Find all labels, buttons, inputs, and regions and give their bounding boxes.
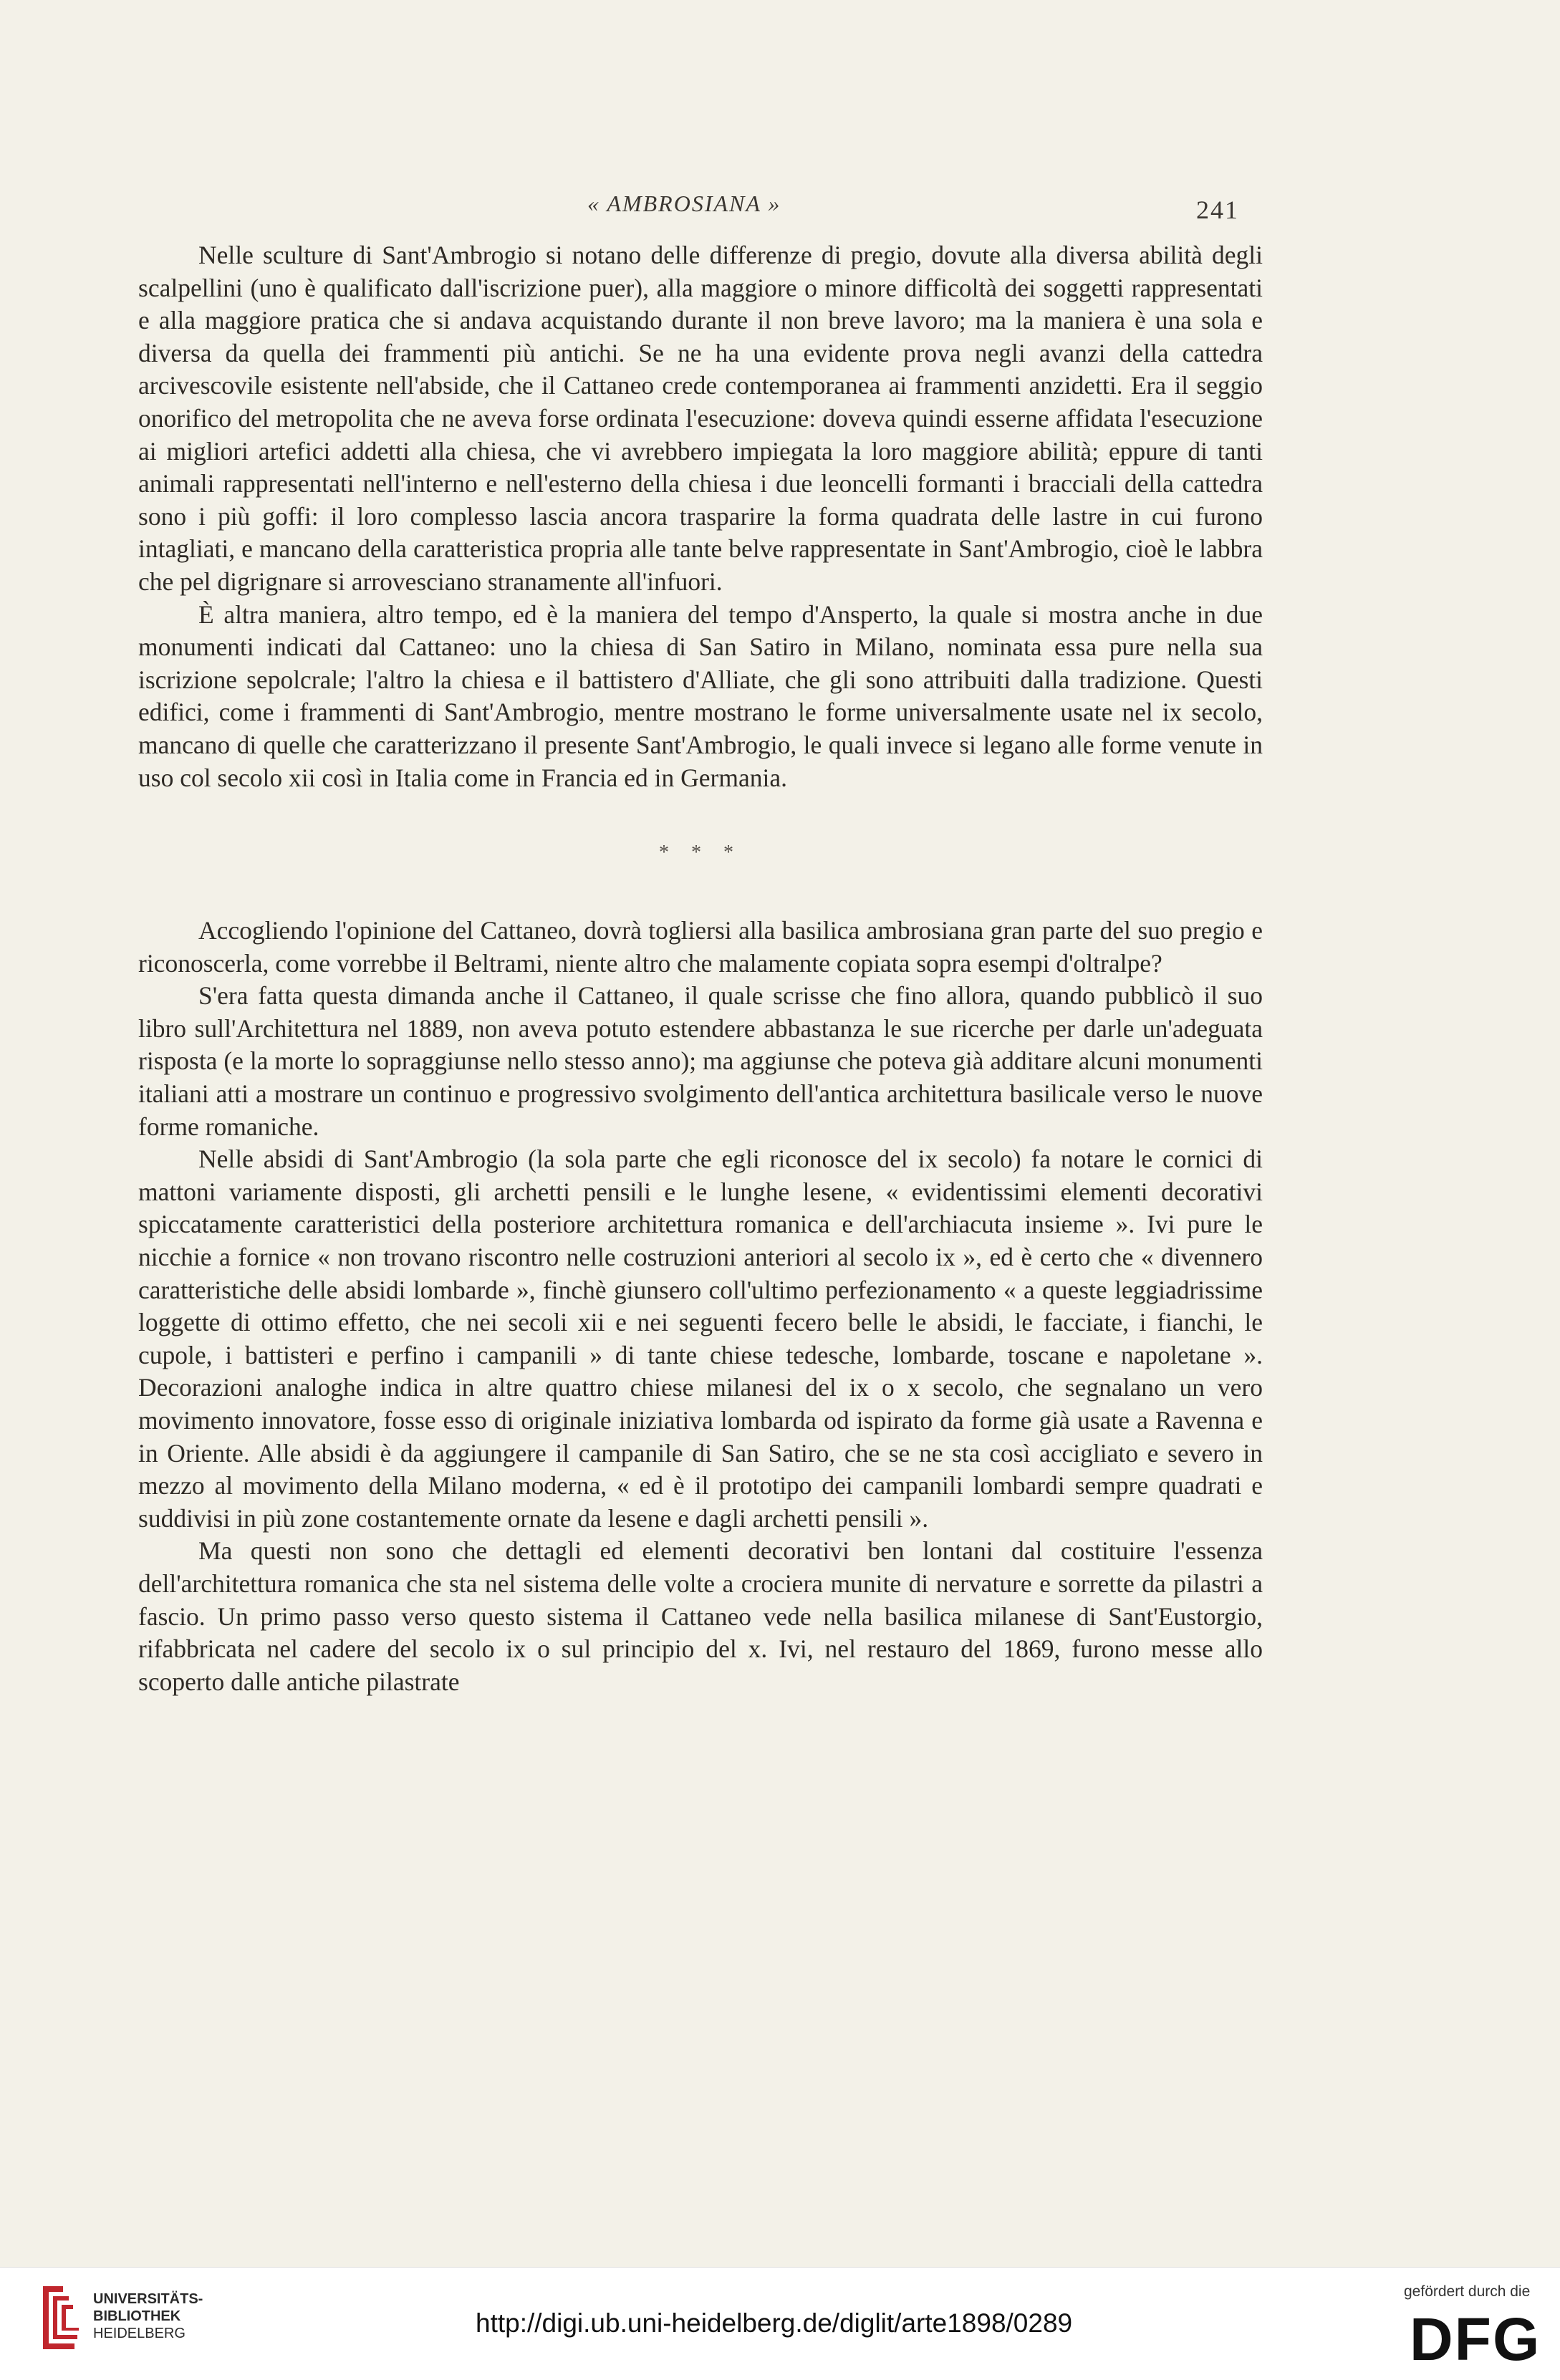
paragraph: S'era fatta questa dimanda anche il Cattaneo, il quale scrisse che fino allora, quando pubblicò il suo libro sull'Architettura nel 1889, non aveva potuto estendere abbastanza le sue ricerche per darle un'adeguata risposta (e la morte lo sopraggiunse nello stesso anno); ma aggiunse che poteva già additare alcuni monumenti italiani atti a mostrare un continuo e progressivo svolgimento dell'antica architettura basilicale verso le nuove forme romaniche. bbox=[138, 981, 1263, 1141]
library-line: BIBLIOTHEK bbox=[93, 2308, 181, 2324]
paragraph: Nelle sculture di Sant'Ambrogio si notano delle differenze di pregio, dovute alla diversa abilità degli scalpellini (uno è qualificato dall'iscrizione puer), alla maggiore o minore difficoltà dei soggetti rappresentati e alla maggiore pratica che si andava acquistando durante il non breve lavoro; ma la maniera è una sola e diversa da quella dei frammenti più antichi. Se ne ha una evidente prova negli avanzi della cattedra arcivescovile esistente nell'abside, che il Cattaneo crede contemporanea ai frammenti anzidetti. Era il seggio onorifico del metropolita che ne aveva forse ordinata l'esecuzione: doveva quindi esserne affidata l'esecuzione ai migliori artefici addetti alla chiesa, che vi avrebbero impiegata la loro maggiore abilità; eppure di tanti animali rappresentati nell'interno e nell'esterno della chiesa i due leoncelli formanti i bracciali della cattedra sono i più goffi: il loro complesso lascia ancora trasparire la forma quadrata delle lastre in cui furono intagliati, e mancano della caratteristica propria alle tante belve rappresentate in Sant'Ambrogio, cioè le labbra che pel digrignare si arrovesciano stranamente all'infuori. bbox=[138, 241, 1263, 596]
body-text bbox=[138, 239, 1263, 1698]
permalink-url[interactable]: http://digi.ub.uni-heidelberg.de/diglit/arte1898/0289 bbox=[476, 2308, 1073, 2338]
paragraph: Accogliendo l'opinione del Cattaneo, dovrà togliersi alla basilica ambrosiana gran parte del suo pregio e riconoscerla, come vorrebbe il Beltrami, niente altro che malamente copiata sopra esempi d'oltralpe? bbox=[138, 916, 1263, 978]
section-separator: * * * bbox=[659, 842, 742, 864]
library-line: HEIDELBERG bbox=[93, 2326, 186, 2341]
running-head bbox=[0, 191, 1560, 226]
footer-bar bbox=[0, 2267, 1560, 2380]
library-line: UNIVERSITÄTS- bbox=[93, 2291, 203, 2307]
paragraph: È altra maniera, altro tempo, ed è la maniera del tempo d'Ansperto, la quale si mostra anche in due monumenti indicati dal Cattaneo: uno la chiesa di San Satiro in Milano, nominata essa pure nella sua iscrizione sepolcrale; l'altro la chiesa e il battistero d'Alliate, che gli sono attribuiti dalla tradizione. Questi edifici, come i frammenti di Sant'Ambrogio, mentre mostrano le forme universalmente usate nel ix secolo, mancano di quelle che caratterizzano il presente Sant'Ambrogio, le quali invece si legano alle forme venute in uso col secolo xii così in Italia come in Francia ed in Germania. bbox=[138, 599, 1263, 792]
funding-note: gefördert durch die bbox=[1404, 2283, 1531, 2300]
paragraph: Nelle absidi di Sant'Ambrogio (la sola parte che egli riconosce del ix secolo) fa notare le cornici di mattoni variamente disposti, gli archetti pensili e le lunghe lesene, « evidentissimi elementi decorativi spiccatamente caratteristici della posteriore architettura romanica e dell'archiacuta insieme ». Ivi pure le nicchie a fornice « non trovano riscontro nelle costruzioni anteriori al secolo ix », ed è certo che « divennero caratteristiche delle absidi lombarde », finchè giunsero coll'ultimo perfezionamento « a queste leggiadrissime loggette di ottimo effetto, che nei secoli xii e nei seguenti fecero belle le absidi, le facciate, i fianchi, le cupole, i battisteri e perfino i campanili » di tante chiese tedesche, lombarde, toscane e napoletane ». Decorazioni analoghe indica in altre quattro chiese milanesi del ix o x secolo, che segnalano un vero movimento innovatore, fosse esso di originale iniziativa lombarda od ispirato da forme già usate a Ravenna e in Oriente. Alle absidi è da aggiungere il campanile di San Satiro, che se ne sta così accigliato e severo in mezzo al movimento della Milano moderna, « ed è il prototipo dei campanili lombardi sempre quadrati e suddivisi in più zone costantemente ornate da lesene e dagli archetti pensili ». bbox=[138, 1145, 1263, 1533]
running-title: « AMBROSIANA » bbox=[587, 191, 781, 216]
dfg-logo: DFG bbox=[1410, 2306, 1541, 2373]
ub-heidelberg-logo-icon bbox=[37, 2283, 80, 2352]
page-number: 241 bbox=[1196, 196, 1239, 224]
library-name bbox=[93, 2290, 203, 2342]
paragraph: Ma questi non sono che dettagli ed elementi decorativi ben lontani dal costituire l'essenza dell'architettura romanica che sta nel sistema delle volte a crociera munite di nervature e sorrette da pilastri a fascio. Un primo passo verso questo sistema il Cattaneo vede nella basilica milanese di Sant'Eustorgio, rifabbricata nel cadere del secolo ix o sul principio del x. Ivi, nel restauro del 1869, furono messe allo scoperto dalle antiche pilastrate bbox=[138, 1536, 1263, 1696]
